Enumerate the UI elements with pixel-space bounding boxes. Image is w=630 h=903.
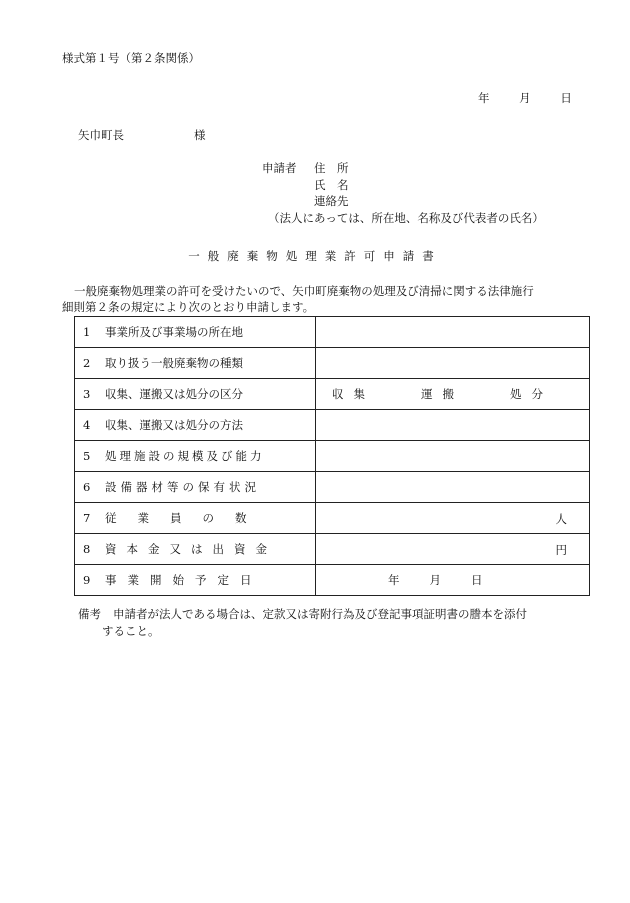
item-number: 3 [83,387,91,401]
value-field-start-date[interactable] [316,565,590,596]
table-row [75,472,590,503]
remarks-line-2: すること。 [102,624,160,638]
item-label: 取り扱う一般廃棄物の種類 [105,356,243,370]
table-row [75,410,590,441]
start-date-month-label: 月 [429,573,441,587]
item-cell [75,410,316,441]
start-date-year-label: 年 [388,573,400,587]
intro-line-2: 細則第２条の規定により次のとおり申請します。 [62,300,315,314]
item-label: 事業所及び事業場の所在地 [105,325,243,339]
item-cell [75,472,316,503]
addressee-honorific: 様 [194,128,206,142]
applicant-address-label: 住 所 [314,161,349,175]
item-cell [75,441,316,472]
value-field-capital[interactable] [316,534,590,565]
table-row [75,317,590,348]
applicant-name-label: 氏 名 [314,177,349,192]
item-label: 設備器材等の保有状況 [105,480,260,494]
start-date [388,573,513,587]
date-month-label: 月 [519,91,531,105]
item-label: 収集、運搬又は処分の区分 [105,387,243,401]
item-number: 5 [83,449,91,463]
item-cell [75,565,316,596]
unit-yen: 円 [555,543,567,557]
item-number: 8 [83,542,91,556]
option-transport[interactable]: 運搬 [421,387,464,401]
item-cell [75,534,316,565]
option-collection[interactable]: 収集 [332,387,375,401]
option-disposal[interactable]: 処分 [510,387,553,401]
value-field-waste-type[interactable] [316,348,590,379]
remarks [78,606,593,640]
value-field-facility[interactable] [316,441,590,472]
remarks-line-1: 申請者が法人である場合は、定款又は寄附行為及び登記事項証明書の謄本を添付 [113,607,527,621]
item-cell [75,348,316,379]
item-number: 6 [83,480,91,494]
applicant-heading: 申請者 [262,161,297,175]
applicant-block [262,160,544,226]
value-field-method[interactable] [316,410,590,441]
application-date [478,90,572,106]
value-field-category [316,379,590,410]
table-row [75,348,590,379]
item-cell [75,317,316,348]
date-year-label: 年 [478,91,490,105]
table-row [75,534,590,565]
form-number: 様式第１号（第２条関係） [62,51,200,65]
item-number: 2 [83,356,91,370]
item-label: 事業開始予定日 [105,573,263,587]
addressee-name: 矢巾町長 [78,128,124,142]
applicant-contact-label: 連絡先 [314,194,349,208]
addressee [78,127,206,143]
item-number: 4 [83,418,91,432]
unit-persons: 人 [555,512,567,526]
item-label: 収集、運搬又は処分の方法 [105,418,243,432]
remarks-label: 備考 [78,607,101,621]
item-label: 資本金又は出資金 [105,542,277,556]
item-cell [75,503,316,534]
table-row [75,503,590,534]
intro-paragraph [62,283,592,315]
value-field-equipment[interactable] [316,472,590,503]
item-number: 7 [83,511,91,525]
item-number: 9 [83,573,91,587]
date-day-label: 日 [560,91,572,105]
item-number: 1 [83,325,91,339]
value-field-location[interactable] [316,317,590,348]
item-label: 従業員の数 [105,511,268,525]
document-title: 一般廃棄物処理業許可申請書 [188,249,442,263]
intro-line-1: 一般廃棄物処理業の許可を受けたいので、矢巾町廃棄物の処理及び清掃に関する法律施行 [74,284,534,298]
table-row [75,565,590,596]
application-table [74,316,590,596]
value-field-employees[interactable] [316,503,590,534]
applicant-corporate-note: （法人にあっては、所在地、名称及び代表者の氏名） [268,210,544,225]
table-row [75,441,590,472]
item-cell [75,379,316,410]
start-date-day-label: 日 [471,573,483,587]
item-label: 処理施設の規模及び能力 [105,449,265,463]
table-row [75,379,590,410]
